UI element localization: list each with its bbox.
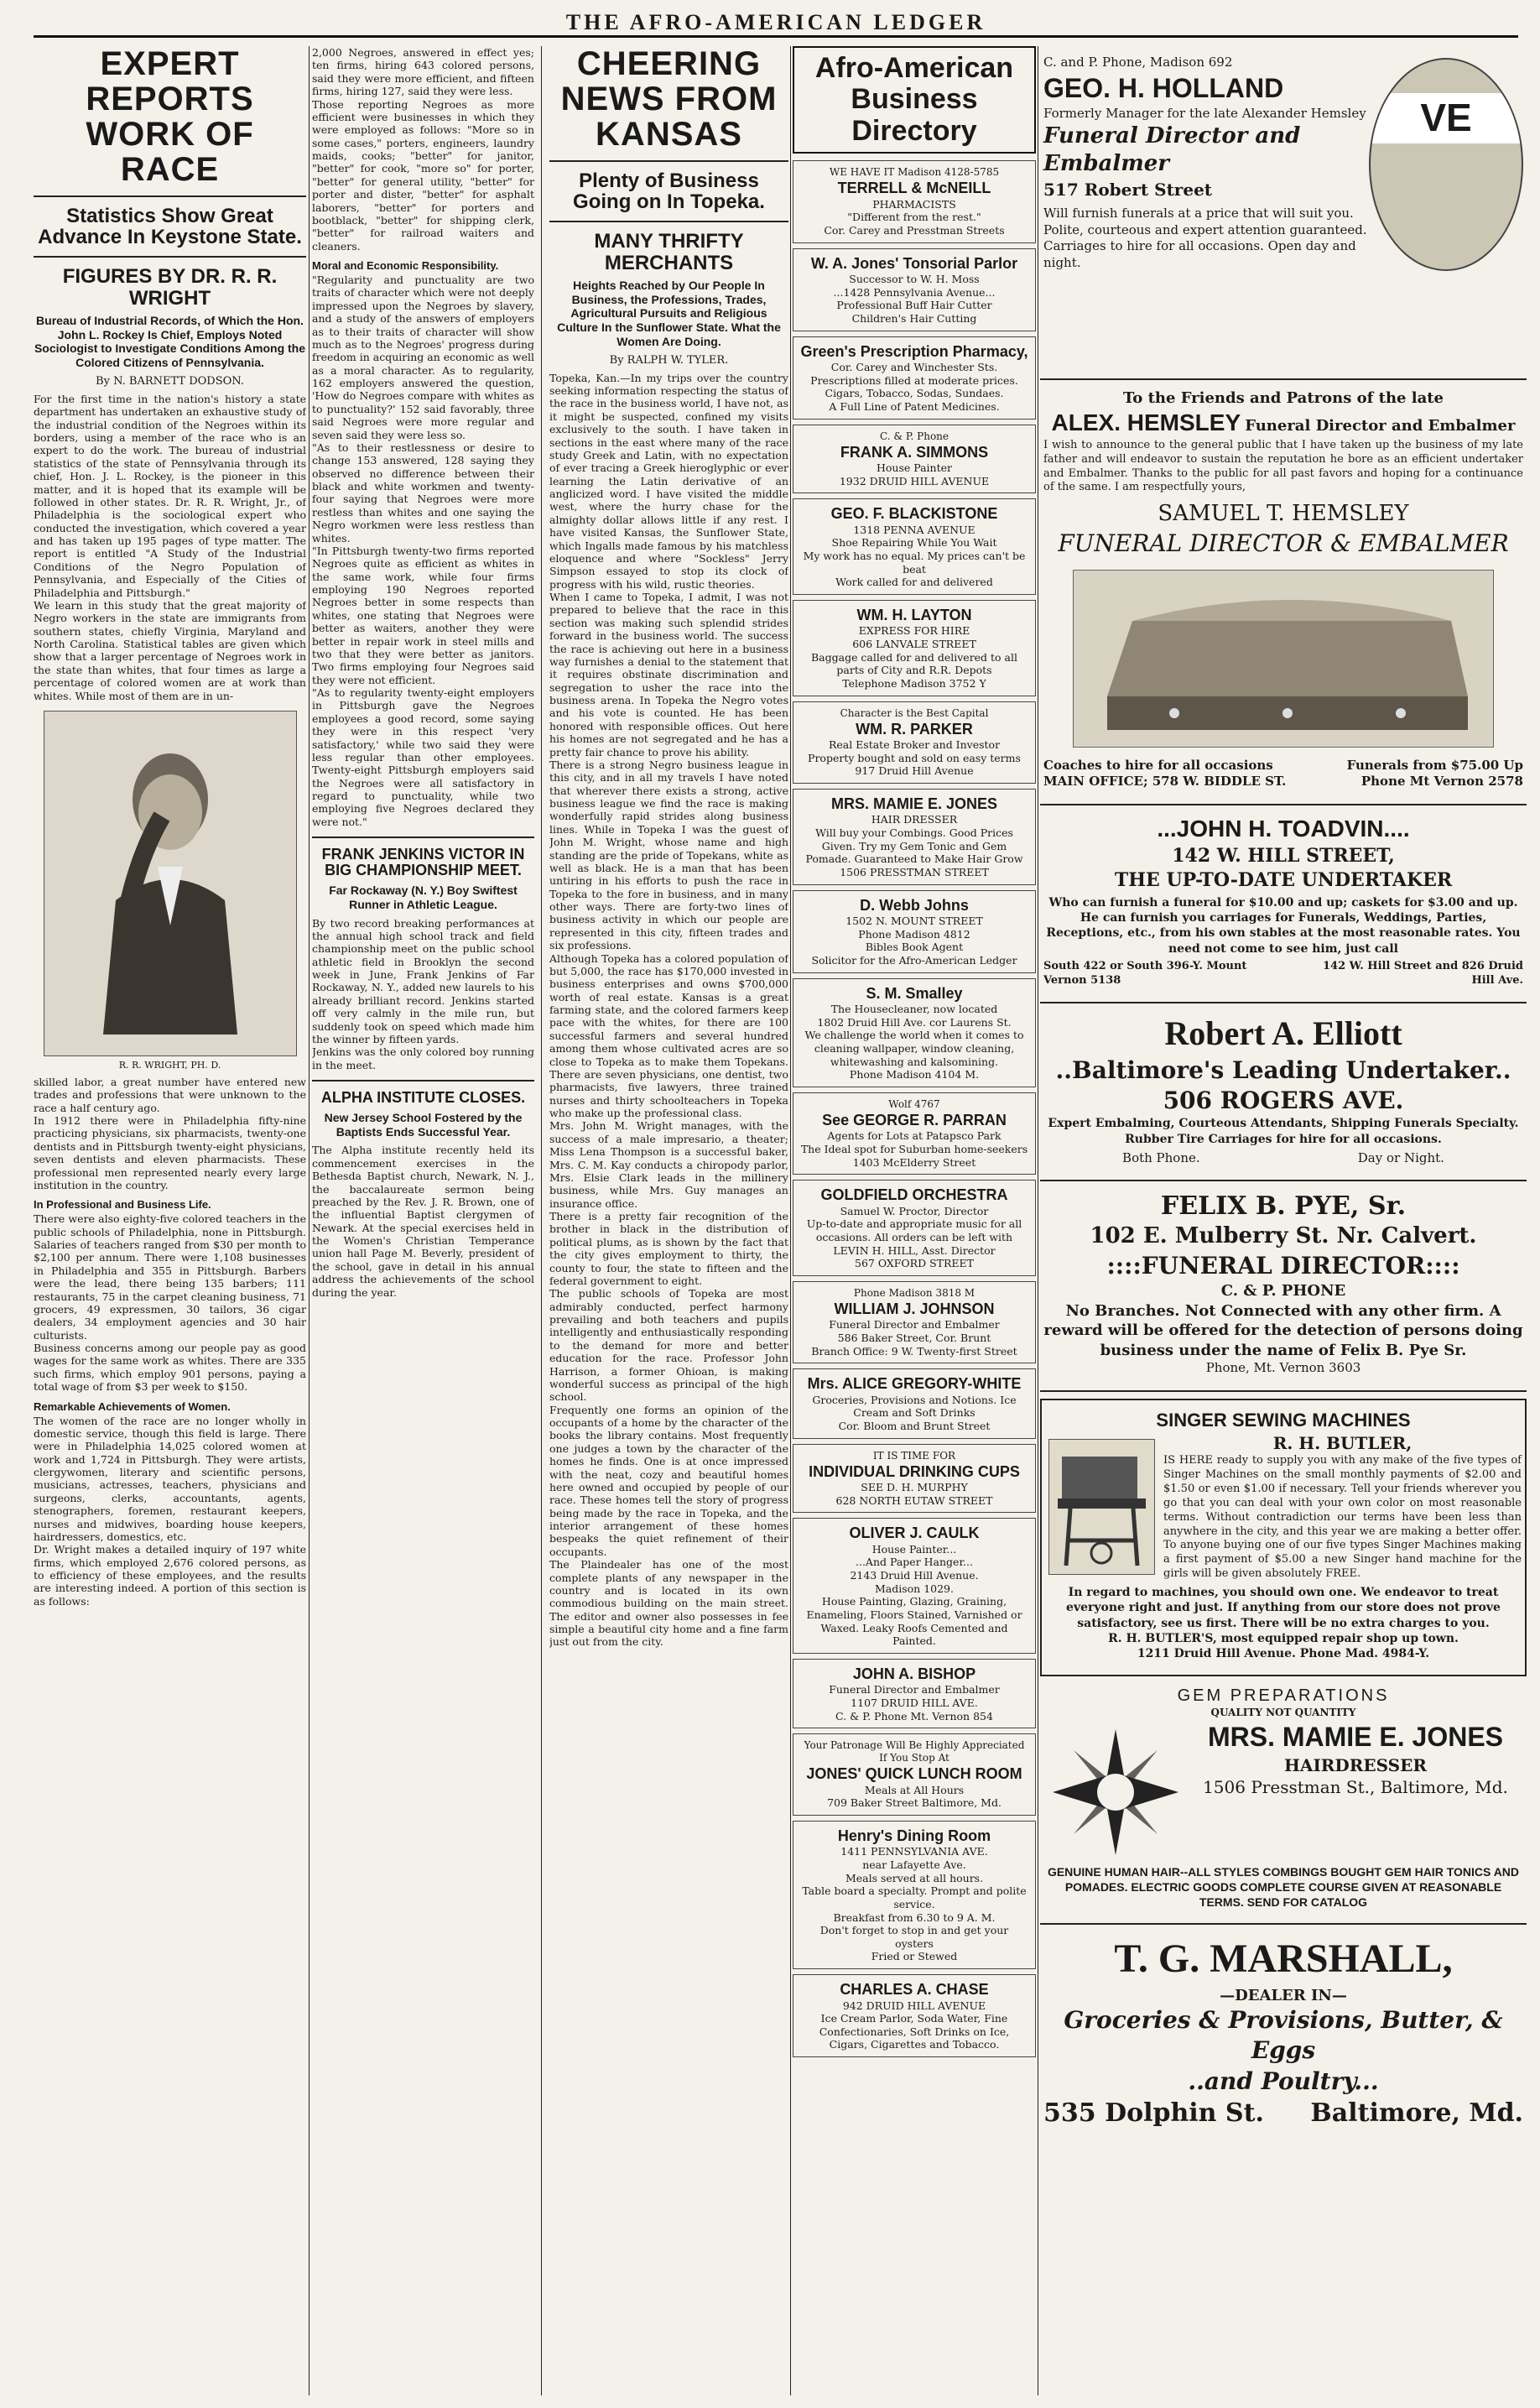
article-paragraph: Dr. Wright makes a detailed inquiry of 197 white firms, which employed 2,676 colored persons, as to efficiency of these employees, and the results are interesting indeed. A portion of this section is as follows:: [34, 1543, 306, 1608]
portrait-caption: R. R. WRIGHT, PH. D.: [118, 1059, 221, 1071]
section-heading: In Professional and Business Life.: [34, 1198, 211, 1212]
portrait-illustration: [44, 711, 297, 1056]
butler-ad: [1040, 1399, 1527, 1677]
mid-head: MANY THRIFTY MERCHANTS: [594, 230, 744, 274]
elliott-footer: [1043, 1150, 1523, 1167]
toadvin-phones: South 422 or South 396-Y. Mount Vernon 5138: [1043, 959, 1247, 987]
article-paragraph: Mrs. John M. Wright manages, with the success of a male impresario, a theater; Miss Lena Thompson is a successful baker, Mrs. C. M. Kay conducts a chiropody parlor, Mrs. Elsie Clark leads in the millinery business, while Mrs. Guy manages an insurance office.: [549, 1119, 788, 1210]
gem-text: GENUINE HUMAN HAIR--ALL STYLES COMBINGS BOUGHT GEM HAIR TONICS AND POMADES. ELECTRIC GOODS COMPLETE COURSE GIVEN AT REASONABLE TERMS. SEND FOR CATALOG: [1047, 1864, 1520, 1910]
directory-ad-body: EXPRESS FOR HIRE 606 LANVALE STREET Baggage called for and delivered to all parts of City and R.R. Depots Telephone Madison 3752 Y: [810, 624, 1018, 690]
article-paragraph: "Regularity and punctuality are two traits of character which were not deeply impressed upon the Negroes by slavery, and a study of the answers of employers as to their traits of character will show much as to the Negroes' progress during freedom in acquiring an economic as well as a moral character. As to regularity, 162 employers answered the question, 'How do Negroes compare with whites as to punctuality?' 152 said favorably, three said Negroes were more regular and seven said they were less so.: [312, 274, 534, 441]
hemsley-name: ALEX. HEMSLEY: [1051, 409, 1241, 436]
article-paragraph: The public schools of Topeka are most admirably conducted, perfect harmony prevailing and both teachers and pupils intelligently and enthusiastically responding to the demand for more and better education for the race. Professor John Harrison, a former Ohioan, is making wonderful success as principal of the high school.: [549, 1287, 788, 1404]
article-paragraph: We learn in this study that the great majority of Negro workers in the state are immigrants from southern states, chiefly Virginia, Maryland and North Carolina. Statistical tables are given which show that a larger percentage of Negroes work in the state than whites, that four times as large a percentage of colored women are at work than whites. While most of them are in un-: [34, 598, 306, 702]
marshall-ad: [1040, 1925, 1527, 2143]
section-heading: Remarkable Achievements of Women.: [34, 1399, 231, 1413]
subhead: Plenty of Business Going on In Topeka.: [573, 169, 765, 214]
holland-phone: C. and P. Phone, Madison 692: [1043, 55, 1233, 70]
directory-ad-body: 942 DRUID HILL AVENUE Ice Cream Parlor, Soda Water, Fine Confectionaries, Soft Drinks on Ice, Cigars, Cigarettes and Tobacco.: [819, 1999, 1010, 2051]
directory-ad-name: Mrs. ALICE GREGORY-WHITE: [807, 1375, 1022, 1393]
byline: By RALPH W. TYLER.: [609, 353, 729, 367]
directory-ad-name: MRS. MAMIE E. JONES: [830, 795, 998, 812]
elliott-ad: [1040, 1003, 1527, 1182]
holland-role-2: Embalmer: [1043, 151, 1169, 177]
hemsley-intro: To the Friends and Patrons of the late: [1122, 389, 1444, 407]
directory-ad: [793, 978, 1036, 1087]
directory-ad-top: Character is the Best Capital: [840, 706, 989, 719]
holland-text: [1043, 55, 1371, 271]
directory-ad: [793, 160, 1036, 242]
directory-ad: [793, 498, 1036, 595]
directory-ad-name: GOLDFIELD ORCHESTRA: [820, 1186, 1008, 1204]
sewing-machine-icon: [1049, 1440, 1154, 1574]
divider: [549, 221, 788, 222]
article-paragraph: When I came to Topeka, I admit, I was not prepared to believe that the race in this section was making such splendid strides forward in the business world. The success the race is achieving out here in a business way furnishes a denial to the statement that it requires obstinate discrimination and segregation to usher the race into the business arena. In Topeka the Negro votes and his vote is counted. He has been honored with responsible offices. Out here his homes are not segregated and he has a pretty fair chance to prove his ability.: [549, 591, 788, 758]
directory-ad-body: Successor to W. H. Moss ...1428 Pennsylvania Avenue... Professional Buff Hair Cutter Children's Hair Cutting: [833, 273, 996, 325]
hemsley-phone: Phone Mt Vernon 2578: [1361, 774, 1523, 790]
butler-signature: R. H. BUTLER'S, most equipped repair shop up town.: [1108, 1631, 1459, 1645]
directory-ad-top: Wolf 4767: [888, 1097, 940, 1110]
directory-ad-name: JOHN A. BISHOP: [852, 1665, 976, 1682]
directory-ad-body: Groceries, Provisions and Notions. Ice Cream and Soft Drinks Cor. Bloom and Brunt Street: [812, 1393, 1017, 1432]
holland-name: GEO. H. HOLLAND: [1043, 72, 1284, 103]
oval-text: VE: [1371, 93, 1522, 143]
butler-text-2: In regard to machines, you should own one. We endeavor to treat everyone right and just. If anything from our store does not prove satisfactory, see us first. There will be no extra charges to you.: [1066, 1586, 1501, 1630]
gem-address: 1506 Presstman St., Baltimore, Md.: [1203, 1777, 1508, 1798]
directory-ad-top: Your Patronage Will Be Highly Appreciated If You Stop At: [804, 1739, 1025, 1764]
headline-cheering-news: CHEERING NEWS FROM KANSAS: [560, 46, 778, 153]
hemsley-text: I wish to announce to the general public that I have taken up the business of my late father and will endeavor to sustain the reputation he bore as an efficient undertaker and Embalmer. Thanks to the public for all past favors and hoping for a continuance of the same. I am respectfully yours,: [1043, 438, 1523, 494]
directory-ad-body: SEE D. H. MURPHY 628 NORTH EUTAW STREET: [835, 1481, 993, 1507]
article-paragraph: By two record breaking performances at the annual high school track and field championship meet on the public school athletic field in Brooklyn the second week in June, Frank Jenkins of Far Rockaway, N. Y., added new laurels to his already brilliant record. Jenkins started off very calmly in the mile run, but suddenly took on speed which made him the winner by fifteen yards.: [312, 916, 534, 1045]
article-paragraph: Frequently one forms an opinion of the occupants of a home by the character of the books the library contains. Most frequently one judges a town by the character of the homes he finds. One is at once impressed with the neat, cozy and beautiful homes here owned and occupied by people of our race. These homes tell the story of progress being made by the race in Topeka, and the interior arrangement of these homes bespeaks the quiet refinement of their occupants.: [549, 1403, 788, 1558]
pye-ad: [1040, 1181, 1527, 1391]
directory-ad-name: WILLIAM J. JOHNSON: [834, 1300, 995, 1317]
directory-ad-body: House Painter... ...And Paper Hanger... 2143 Druid Hill Avenue. Madison 1029. House Painting, Glazing, Graining, Enameling, Floors Stained, Varnished or Waxed. Leaky Roofs Cemented and Painted.: [806, 1542, 1022, 1648]
article-paragraph: Although Topeka has a colored population of but 5,000, the race has $170,000 invested in business enterprises and owns $700,000 worth of real estate. Kansas is a great farming state, and the colored farmers keep pace with the whites, for there are 100 successful farmers and several hundred among them whose cultivated acres are so close to Topeka as to make them Topekans. There are seven physicians, one dentist, two pharmacists, five lawyers, three trained nurses and thirty schoolteachers in Topeka who make up the professional class.: [549, 951, 788, 1120]
directory-ad-name: W. A. Jones' Tonsorial Parlor: [810, 254, 1018, 272]
directory-ad-body: PHARMACISTS "Different from the rest." Cor. Carey and Presstman Streets: [824, 197, 1005, 237]
directory-ad-body: 1502 N. MOUNT STREET Phone Madison 4812 Bibles Book Agent Solicitor for the Afro-American Ledger: [811, 915, 1017, 967]
article-paragraph: There were also eighty-five colored teachers in the public schools of Philadelphia, none in Pittsburgh. Salaries of teachers ranged from $30 per month to $2,100 per annum. There were 1,108 businesses in Philadelphia and 355 in Pittsburgh. Barbers were the lead, there being 135 barbers; 111 restaurants, 75 in the carpet cleaning business, 71 grocers, 49 expressmen, 30 tailors, 36 cigar dealers, 34 employment agencies and 30 hair culturists.: [34, 1212, 306, 1342]
article-paragraph: In 1912 there were in Philadelphia fifty-nine practicing physicians, six pharmacists, twenty-one dentists and in Pittsburgh twenty-eight physicians, seven dentists and eleven pharmacists. These professional men represented nearly every large institution in the country.: [34, 1114, 306, 1191]
holland-oval-portrait: [1369, 58, 1523, 271]
directory-ad-name: GEO. F. BLACKISTONE: [830, 505, 998, 523]
directory-ad-name: D. Webb Johns: [860, 896, 969, 914]
butler-text: IS HERE ready to supply you with any make of the five types of Singer Machines on the small monthly payments of $2.00 and $1.50 or even $1.00 if necessary. Tell your friends wherever you go that you can deal with your own color on most reasonable terms. Without contradiction our terms have been less than anywhere in the city, and this year we are making a better offer. To anyone buying one of our five types Singer Machines making a first payment of $5.00 a new Singer hand machine for the girls will be given absolutely FREE.: [1163, 1454, 1522, 1581]
deck: Bureau of Industrial Records, of Which the Hon. John L. Rockey Is Chief, Employs Noted Sociologist to Investigate Conditions Among the Colored Citizens of Pennsylvania.: [34, 313, 306, 370]
directory-ad-body: Agents for Lots at Patapsco Park The Ideal spot for Suburban home-seekers 1403 McElderry Street: [800, 1129, 1028, 1169]
hemsley-signature: SAMUEL T. HEMSLEY: [1158, 501, 1409, 527]
gem-quality: QUALITY NOT QUANTITY: [1210, 1707, 1356, 1719]
deck: Far Rockaway (N. Y.) Boy Swiftest Runner in Athletic League.: [329, 883, 518, 911]
directory-list: [793, 160, 1036, 2057]
toadvin-address-2: 142 W. Hill Street and 826 Druid Hill Ave.: [1323, 959, 1523, 987]
toadvin-ad: [1040, 805, 1527, 1003]
column-5-ads: [1040, 46, 1527, 2395]
figures-head: FIGURES BY DR. R. R. WRIGHT: [62, 265, 278, 310]
headline-alpha: ALPHA INSTITUTE CLOSES.: [320, 1089, 526, 1106]
gem-ad: [1040, 1676, 1527, 1925]
article-paragraph: Topeka, Kan.—In my trips over the country seeking information respecting the status of the race in the business world, I have not, as it might be suspected, confined my visits exclusively to the south. I have taken in sections in the east where many of the race study Greek and Latin, with no expectation of ever tracing a Greek hieroglyphic or ever learning the Latin derivative of an anglicized word. I have visited the middle west, where the hurry chase for the almighty dollar allows little if any rest. I have visited Kansas, the Sunflower State, which Ingalls made famous by his matchless eloquence and where "Sockless" Jerry Simpson essayed to stop its clock of progress with his wild, rustic theories.: [549, 371, 788, 591]
holland-formerly: Formerly Manager for the late Alexander Hemsley: [1043, 106, 1366, 122]
elliott-name: Robert A. Elliott: [1164, 1014, 1402, 1052]
directory-ad-body: 1411 PENNSYLVANIA AVE. near Lafayette Ave. Meals served at all hours. Table board a specialty. Prompt and polite service. Breakfast from 6.30 to 9 A. M. Don't forget to stop in and get your oysters Fried or Stewed: [802, 1845, 1027, 1963]
directory-ad: [793, 1092, 1036, 1175]
masthead: [34, 10, 1518, 38]
toadvin-footer: [1043, 960, 1523, 988]
directory-ad-name: WM. R. PARKER: [856, 720, 973, 738]
butler-title: SINGER SEWING MACHINES: [1156, 1409, 1411, 1431]
gem-starburst-icon: [1048, 1725, 1183, 1859]
elliott-phone: Both Phone.: [1122, 1149, 1200, 1165]
directory-ad-name: WM. H. LAYTON: [856, 606, 972, 623]
subhead: Statistics Show Great Advance In Keystone State.: [38, 205, 302, 249]
directory-ad: [793, 1821, 1036, 1969]
column-2: [312, 46, 534, 2395]
toadvin-title: THE UP-TO-DATE UNDERTAKER: [1114, 868, 1453, 891]
directory-ad: [793, 336, 1036, 420]
directory-ad: [793, 425, 1036, 494]
hemsley-coaches: Coaches to hire for all occasions: [1043, 757, 1273, 773]
man-portrait-icon: [78, 732, 263, 1035]
pye-address: 102 E. Mulberry St. Nr. Calvert.: [1090, 1223, 1477, 1249]
divider: [34, 195, 306, 197]
article-paragraph: Business concerns among our people pay as good wages for the same work as whites. There are 335 such firms, which employ 901 persons, paying a total wage of from $3 per week to $150.: [34, 1342, 306, 1394]
directory-ad-body: Meals at All Hours 709 Baker Street Baltimore, Md.: [827, 1783, 1002, 1810]
pye-title: ::::FUNERAL DIRECTOR::::: [1106, 1252, 1460, 1280]
holland-ad: [1040, 46, 1527, 380]
directory-ad-body: 1318 PENNA AVENUE Shoe Repairing While You Wait My work has no equal. My prices can't be beat Work called for and delivered: [803, 523, 1026, 589]
directory-ad: [793, 1974, 1036, 2057]
toadvin-name: ...JOHN H. TOADVIN....: [1157, 815, 1410, 842]
directory-title: Afro-American Business Directory: [793, 46, 1036, 154]
hemsley-line: [1043, 408, 1523, 438]
elliott-hours: Day or Night.: [1357, 1149, 1444, 1165]
article-paragraph: There is a strong Negro business league in this city, and in all my travels I have noted that wherever there exists a strong, active business league we find the race is making wonderfully rapid strides along business lines. While in Topeka I was the guest of John M. Wright, whose name and high standing are the pride of Topekans, white as well as black. He is a man that has been untiring in his efforts to push the race in Topeka to the fore in business, and in many other ways. There are forty-two lines of business activity in which our people are represented in this city, fifteen trades and six professions.: [549, 758, 788, 952]
article-paragraph: Those reporting Negroes as more efficient were businesses in which they were employed as follows: "More so in some cases," porters, engineers, laundry maids, cooks; "better" for janitor, "better" for cook, "more so" for porter, "better" for general utility, "better" for porter and dister, "better" for asphalt laborers, "better" for porters and bootblack, "better" for shipping clerk, "better" for railroad waiters and cleaners.: [312, 97, 534, 253]
deck: Heights Reached by Our People In Business, the Professions, Trades, Agricultural Pursuits and Religious Culture In the Sunflower State. What the Women Are Doing.: [557, 278, 781, 348]
hemsley-office: MAIN OFFICE; 578 W. BIDDLE ST.: [1043, 774, 1287, 790]
deck: New Jersey School Fostered by the Baptists Ends Successful Year.: [324, 1110, 523, 1139]
column-rule: [541, 46, 542, 2395]
holland-address: 517 Robert Street: [1043, 180, 1213, 201]
headline-expert-reports: EXPERT REPORTS WORK OF RACE: [86, 46, 254, 188]
directory-ad-body: Funeral Director and Embalmer 1107 DRUID HILL AVE. C. & P. Phone Mt. Vernon 854: [829, 1683, 1000, 1723]
directory-ad: [793, 890, 1036, 973]
hemsley-footer-1: [1043, 758, 1523, 774]
directory-ad: [793, 789, 1036, 885]
column-rule: [790, 46, 791, 2395]
toadvin-text: Who can furnish a funeral for $10.00 and up; caskets for $3.00 and up. He can furnish you carriages for Funerals, Weddings, Parties, Receptions, etc., from his own stables at the most reasonable rates. You need not come to see him, just call: [1046, 896, 1521, 956]
directory-ad-name: Green's Prescription Pharmacy,: [800, 342, 1028, 360]
directory-ad-name: CHARLES A. CHASE: [840, 1981, 989, 1999]
directory-ad: [793, 1281, 1036, 1363]
marshall-dealer: —DEALER IN—: [1220, 1986, 1347, 2004]
gem-name: MRS. MAMIE E. JONES: [1207, 1721, 1504, 1752]
directory-ad-top: WE HAVE IT Madison 4128-5785: [829, 166, 1000, 179]
directory-ad-name: See GEORGE R. PARRAN: [822, 1111, 1007, 1128]
gem-title: GEM PREPARATIONS: [1177, 1686, 1390, 1706]
divider: [34, 256, 306, 258]
directory-ad: [793, 701, 1036, 784]
pye-text: No Branches. Not Connected with any other firm. A reward will be offered for the detection of persons doing business under the name of Felix B. Pye Sr.: [1043, 1301, 1523, 1359]
directory-ad-name: Henry's Dining Room: [837, 1827, 991, 1844]
holland-body: Will furnish funerals at a price that will suit you. Polite, courteous and expert attention guaranteed. Carriages to hire for all occasions. Open day and night.: [1043, 206, 1367, 270]
divider: [312, 1080, 534, 1082]
marshall-goods: Groceries & Provisions, Butter, & Eggs: [1064, 2006, 1503, 2065]
article-paragraph: "In Pittsburgh twenty-two firms reported Negroes quite as efficient as whites in the same work, while four firms employing 190 Negroes reported Negroes better in some respects than whites, one stating that Negroes were better as waiters, another they were better in repair work in steel mills and two that they were better as janitors. Two firms employing four Negroes said they were not efficient.: [312, 544, 534, 686]
elliott-address: 506 ROGERS AVE.: [1163, 1087, 1404, 1115]
sewing-machine-illustration: [1048, 1439, 1155, 1575]
casket-icon: [1074, 571, 1493, 747]
elliott-tagline: ..Baltimore's Leading Undertaker..: [1055, 1055, 1511, 1084]
article-paragraph: skilled labor, a great number have entered new trades and professions that were unknown to the race a half century ago.: [34, 1075, 306, 1114]
directory-ad-body: Samuel W. Proctor, Director Up-to-date and appropriate music for all occasions. All orders can be left with LEVIN H. HILL, Asst. Director 567 OXFORD STREET: [806, 1204, 1022, 1270]
directory-ad-top: Phone Madison 3818 M: [853, 1286, 976, 1299]
directory-ad: [793, 248, 1036, 331]
directory-ad-name: OLIVER J. CAULK: [849, 1525, 980, 1542]
directory-ad-body: HAIR DRESSER Will buy your Combings. Good Prices Given. Try my Gem Tonic and Gem Pomade. Guaranteed to Make Hair Grow 1506 PRESSTMAN STREET: [805, 813, 1023, 878]
article-paragraph: There is a pretty fair recognition of the brother in black in the distribution of political plums, as is shown by the fact that the city gives employment to thirty, the county to four, the state to fifteen and the federal government to eight.: [549, 1210, 788, 1287]
gem-role: HAIRDRESSER: [1284, 1755, 1427, 1776]
directory-ad-name: FRANK A. SIMMONS: [840, 443, 989, 461]
directory-ad-body: Real Estate Broker and Investor Property bought and sold on easy terms 917 Druid Hill Avenue: [808, 738, 1021, 778]
marshall-poultry: ..and Poultry...: [1188, 2067, 1379, 2095]
article-paragraph: The Plaindealer has one of the most complete plants of any newspaper in the country and is located in its own commodious building on the main street. The editor and owner also possesses in fee simple a beautiful city home and a fine farm just out from the city.: [549, 1558, 788, 1649]
holland-role: Funeral Director and: [1043, 122, 1301, 149]
hemsley-title: FUNERAL DIRECTOR & EMBALMER: [1058, 529, 1509, 558]
directory-ad: [793, 600, 1036, 696]
masthead-title: THE AFRO-AMERICAN LEDGER: [565, 10, 986, 34]
column-1: [34, 46, 306, 2395]
divider: [549, 160, 788, 162]
directory-ad-name: INDIVIDUAL DRINKING CUPS: [809, 1462, 1020, 1480]
article-paragraph: "As to regularity twenty-eight employers in Pittsburgh gave the Negroes employees a good record, some saying they were in this respect 'very satisfactory,' while two said they were less regular than other employees. Twenty-eight Pittsburgh employers said the Negroes were all satisfactory in regard to punctuality, while two employing five Negroes declared they were not.": [312, 686, 534, 828]
directory-ad-body: House Painter 1932 DRUID HILL AVENUE: [839, 461, 990, 487]
elliott-text: Expert Embalming, Courteous Attendants, Shipping Funerals Specialty. Rubber Tire Carriages for hire for all occasions.: [1048, 1117, 1519, 1146]
toadvin-address: 142 W. HILL STREET,: [1172, 844, 1395, 867]
article-paragraph: Jenkins was the only colored boy running in the meet.: [312, 1045, 534, 1071]
byline: By N. BARNETT DODSON.: [96, 374, 244, 388]
column-4-directory: [793, 46, 1036, 2395]
directory-ad-body: Funeral Director and Embalmer 586 Baker Street, Cor. Brunt Branch Office: 9 W. Twenty-first Street: [811, 1318, 1017, 1358]
directory-ad-top: C. & P. Phone: [879, 430, 949, 442]
directory-ad-name: S. M. Smalley: [866, 984, 963, 1002]
directory-ad: [793, 1444, 1036, 1514]
article-paragraph: The women of the race are no longer wholly in domestic service, though this field is large. There were in Philadelphia 14,025 colored women at work and 1,724 in Pittsburgh. They were artists, clergywomen, literary and scientific persons, musicians, actresses, teachers, physicians and surgeons, clerks, accountants, agents, stenographers, foremen, restaurant keepers, nurses and midwives, boarding house keepers, hairdressers, domestics, etc.: [34, 1414, 306, 1543]
directory-ad-name: JONES' QUICK LUNCH ROOM: [806, 1765, 1022, 1783]
article-paragraph: 2,000 Negroes, answered in effect yes; ten firms, hiring 643 colored persons, said they were more efficient, and fifteen firms, hiring 127, said they were less.: [312, 46, 534, 98]
hemsley-footer-2: [1043, 774, 1523, 790]
marshall-city: Baltimore, Md.: [1310, 2098, 1523, 2129]
pye-phone-2: Phone, Mt. Vernon 3603: [1205, 1360, 1361, 1376]
butler-address: 1211 Druid Hill Avenue. Phone Mad. 4984-Y.: [1137, 1646, 1430, 1660]
hemsley-ad: [1040, 380, 1527, 805]
headline-jenkins: FRANK JENKINS VICTOR IN BIG CHAMPIONSHIP MEET.: [321, 846, 525, 879]
divider: [312, 837, 534, 838]
directory-ad: [793, 1659, 1036, 1728]
article-paragraph: "As to their restlessness or desire to change 153 answered, 128 saying they observed no difference between their black and white workmen and twenty-four saying that Negroes were more restless than whites and one saying the Negro workmen were less restless than whites.: [312, 440, 534, 545]
column-3: [549, 46, 788, 2395]
directory-ad-body: The Housecleaner, now located 1802 Druid Hill Ave. cor Laurens St. We challenge the world when it comes to cleaning wallpaper, window cleaning, whitewashing and kalsomining. Phone Madison 4104 M.: [804, 1003, 1024, 1082]
directory-ad: [793, 1733, 1036, 1816]
article-paragraph: For the first time in the nation's history a state department has undertaken an exhaustive study of the industrial condition of the Negroes within its borders, using a member of the race who is an expert to do the work. The bureau of industrial statistics of the state of Pennsylvania through its chief, Hon. J. L. Rockey, is the pioneer in this matter, and it is hoped that its example will be followed in other states. Dr. R. R. Wright, Jr., of Philadelphia is the sociological expert who conducted the investigation, which covered a year and has taken up 195 pages of type matter. The report is entitled "A Study of the Industrial Conditions of the Negro Population of Pennsylvania, and Especially of the Cities of Philadelphia and Pittsburgh.": [34, 392, 306, 599]
hemsley-role: Funeral Director and Embalmer: [1245, 417, 1516, 435]
directory-ad-body: Cor. Carey and Winchester Sts. Prescriptions filled at moderate prices. Cigars, Tobacco, Sodas, Sundaes. A Full Line of Patent Medicines.: [810, 361, 1018, 413]
column-rule: [309, 46, 310, 2395]
butler-name: R. H. BUTLER,: [1272, 1433, 1413, 1454]
directory-ad: [793, 1518, 1036, 1654]
directory-ad: [793, 1368, 1036, 1438]
pye-phone: C. & P. PHONE: [1220, 1282, 1346, 1300]
marshall-name: T. G. MARSHALL,: [1114, 1936, 1453, 1982]
marshall-footer: [1043, 2097, 1523, 2129]
section-heading: Moral and Economic Responsibility.: [312, 259, 499, 272]
directory-ad: [793, 1180, 1036, 1276]
pye-name: FELIX B. PYE, Sr.: [1160, 1191, 1407, 1222]
article-paragraph: The Alpha institute recently held its commencement exercises in the Bethesda Baptist church, Newark, N. J., the baccalaureate sermon being preached by the Rev. J. R. Brown, one of the influential Baptist clergymen of Newark. At the special exercises held in the Women's Christian Temperance union hall Page M. Beverly, president of the school, gave in detail in his annual address the achievements of the school during the year.: [312, 1144, 534, 1299]
marshall-address: 535 Dolphin St.: [1043, 2098, 1264, 2129]
casket-illustration: [1073, 570, 1494, 748]
directory-ad-top: IT IS TIME FOR: [872, 1449, 956, 1462]
hemsley-funerals: Funerals from $75.00 Up: [1346, 757, 1523, 773]
directory-ad-name: TERRELL & McNEILL: [837, 180, 991, 197]
